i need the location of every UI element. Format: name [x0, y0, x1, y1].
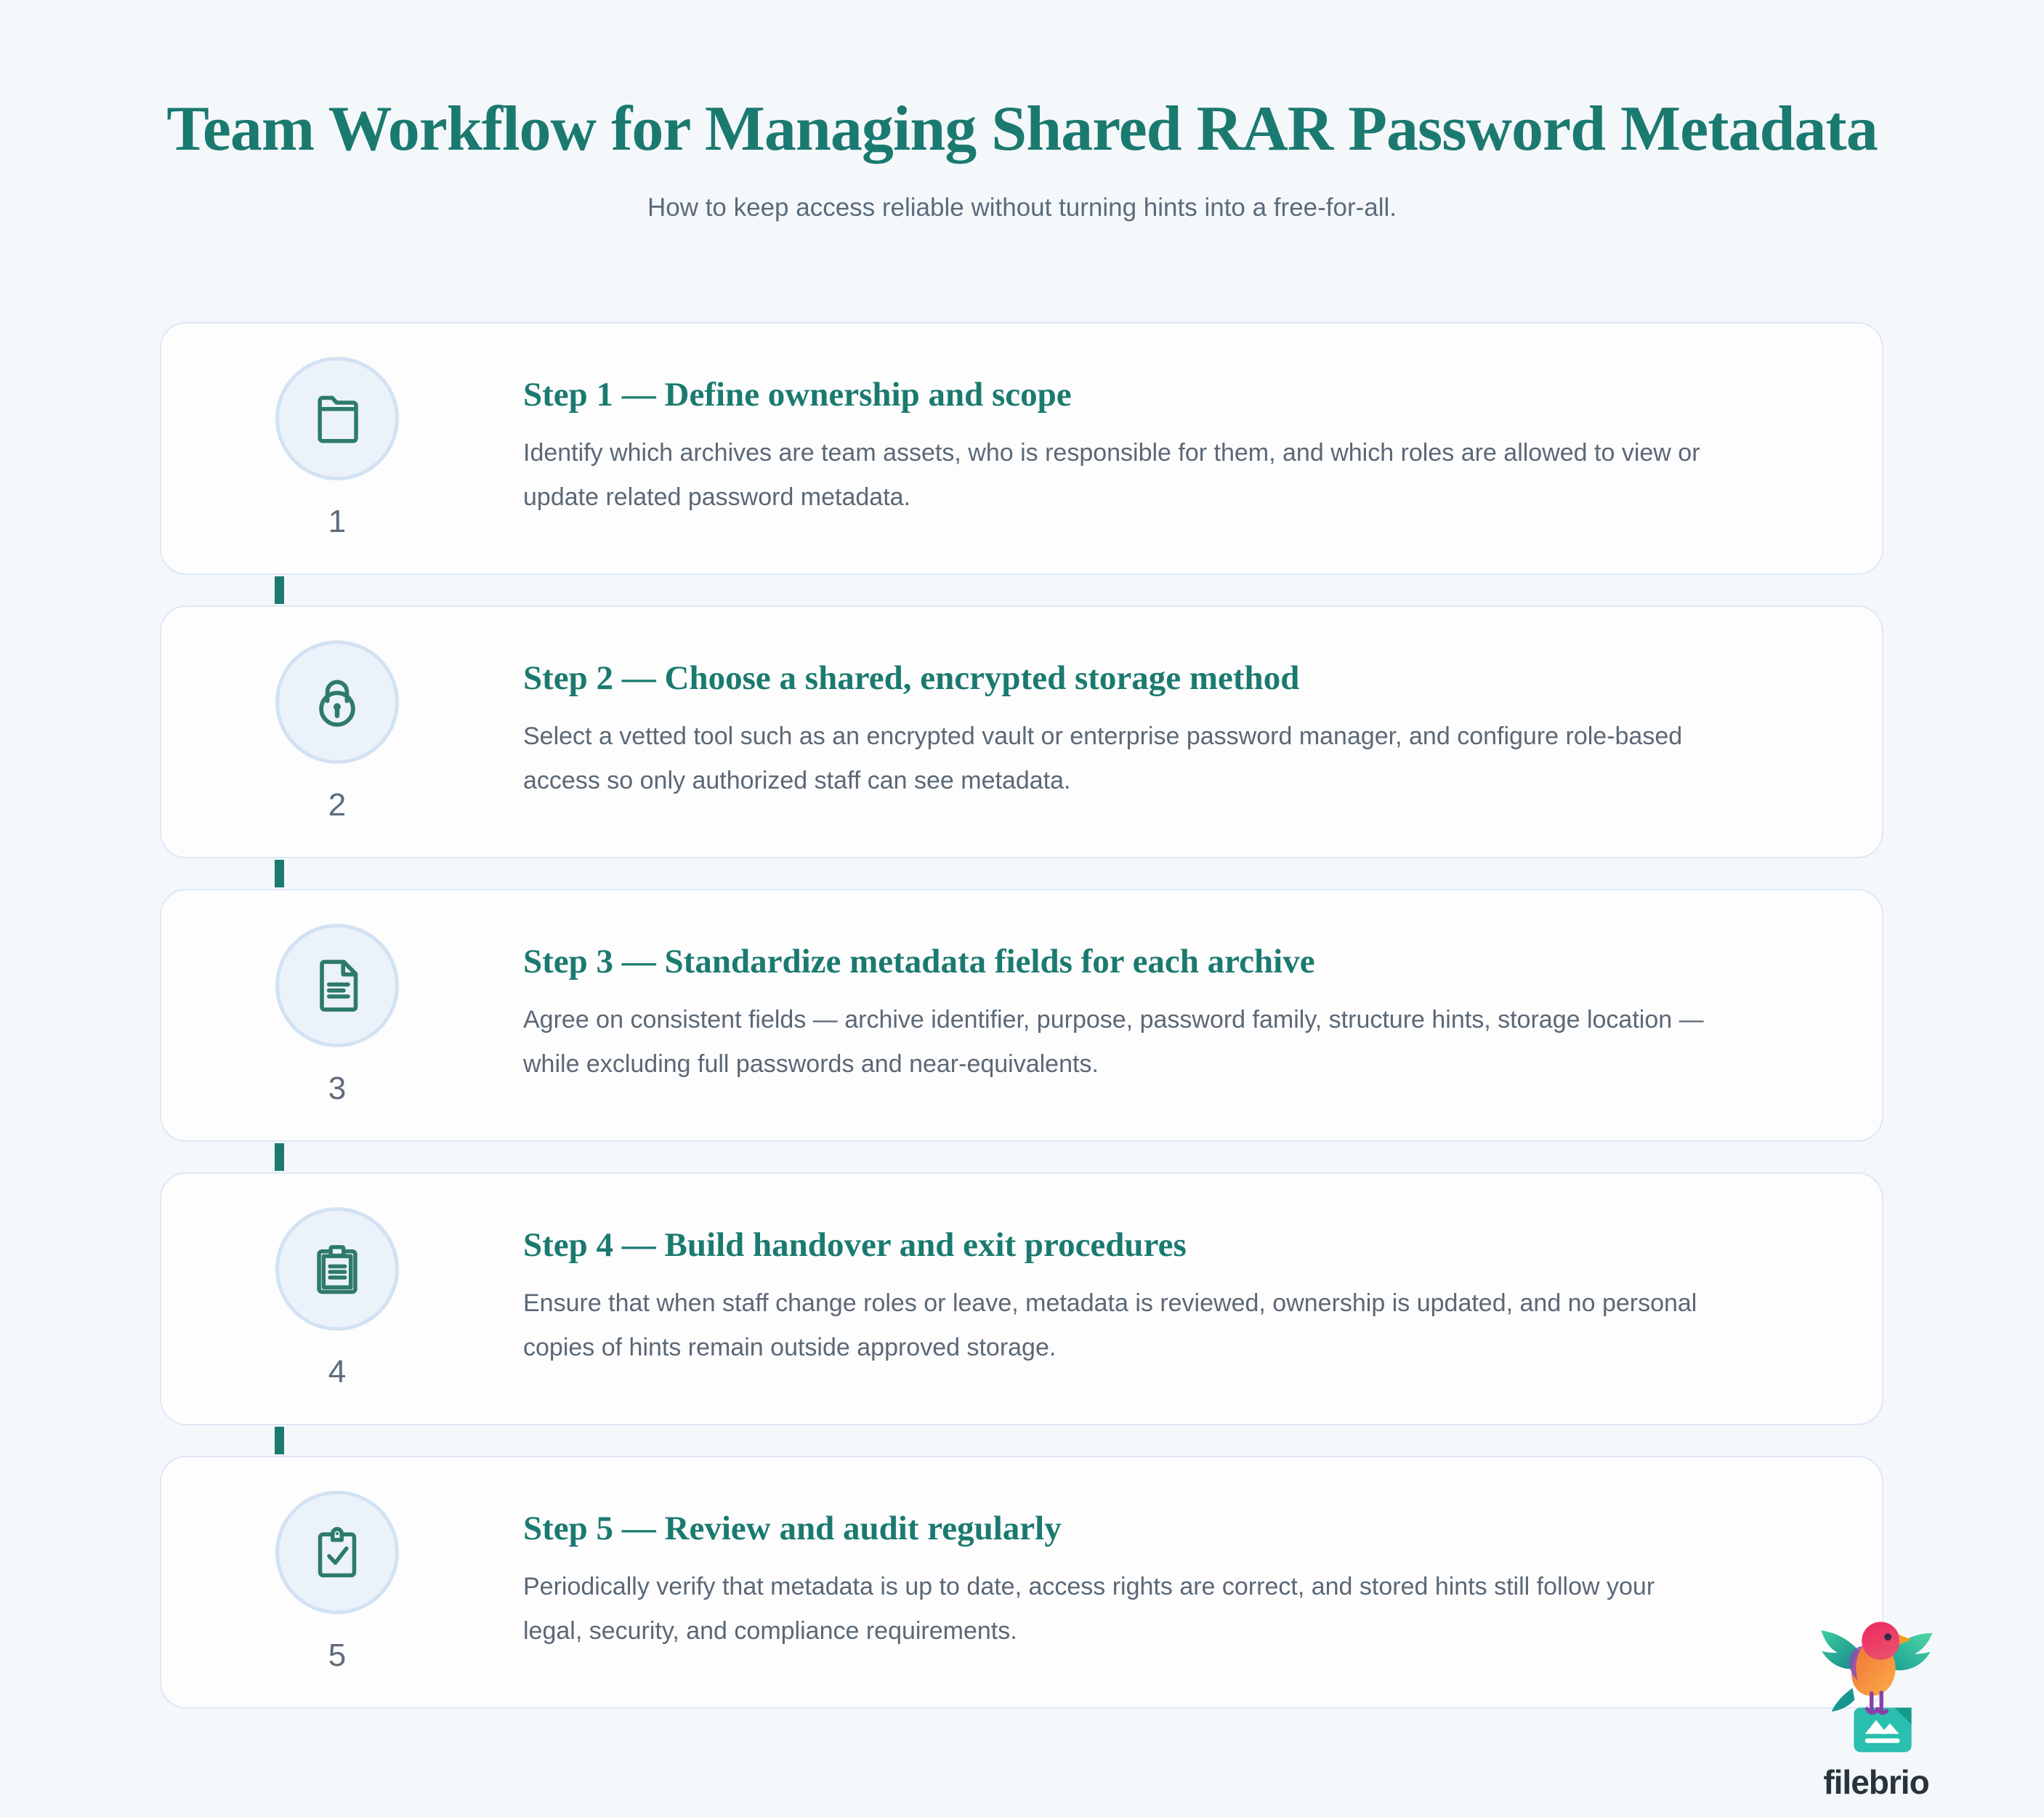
step-title: Step 2 — Choose a shared, encrypted storage method	[523, 659, 1300, 697]
page-title: Team Workflow for Managing Shared RAR Password Metadata	[166, 94, 1878, 164]
step-title: Step 3 — Standardize metadata fields for each archive	[523, 943, 1315, 980]
step-title: Step 1 — Define ownership and scope	[523, 376, 1072, 414]
clipboard-icon	[305, 1235, 369, 1303]
step-text-block	[523, 1174, 1715, 1370]
connector	[160, 575, 1883, 605]
connector	[160, 1142, 1883, 1172]
brand-name: filebrio	[1823, 1763, 1929, 1801]
step-card-2	[160, 605, 1883, 858]
step-description: Periodically verify that metadata is up to date, access rights are correct, and stored hints still follow your legal, security, and compliance requirements.	[523, 1573, 1655, 1645]
step-text-block	[523, 323, 1715, 520]
connector-bar	[275, 1427, 284, 1454]
steps-list	[160, 322, 1883, 1709]
step-number: 3	[328, 1071, 347, 1106]
step-icon-circle	[275, 1207, 399, 1331]
connector-bar	[275, 1143, 284, 1171]
file-text-line	[1865, 1739, 1900, 1743]
connector	[160, 858, 1883, 889]
clipboard-check-icon	[305, 1518, 369, 1587]
connector	[160, 1425, 1883, 1456]
step-number: 4	[328, 1354, 347, 1390]
step-card-3	[160, 889, 1883, 1142]
brand-logo	[1789, 1612, 1963, 1802]
step-title: Step 5 — Review and audit regularly	[523, 1510, 1062, 1547]
step-icon-circle	[275, 924, 399, 1047]
step-description: Identify which archives are team assets, who is responsible for them, and which roles are allowed to view or update related password metadata.	[523, 439, 1700, 512]
step-icon-circle	[275, 1491, 399, 1614]
step-icon-circle	[275, 640, 399, 764]
connector-bar	[275, 860, 284, 887]
bird-eye	[1884, 1633, 1891, 1640]
lock-icon	[304, 669, 371, 736]
step-number: 1	[328, 504, 347, 539]
bird-illustration	[1796, 1612, 1956, 1757]
step-title: Step 4 — Build handover and exit procedures	[523, 1226, 1187, 1264]
step-number: 5	[328, 1637, 347, 1673]
step-card-1	[160, 322, 1883, 575]
header	[0, 0, 2044, 222]
step-card-5	[160, 1456, 1883, 1709]
connector-bar	[275, 576, 284, 604]
step-text-block	[523, 1457, 1715, 1653]
document-icon	[304, 952, 370, 1019]
page-subtitle: How to keep access reliable without turning hints into a free-for-all.	[647, 193, 1397, 222]
step-description: Agree on consistent fields — archive identifier, purpose, password family, structure hints, storage location — while excluding full passwords and near-equivalents.	[523, 1006, 1704, 1079]
bird-head	[1862, 1622, 1899, 1660]
step-text-block	[523, 607, 1715, 803]
step-description: Select a vetted tool such as an encrypted vault or enterprise password manager, and configure role-based access so only authorized staff can see metadata.	[523, 722, 1683, 795]
step-number: 2	[328, 787, 347, 823]
step-text-block	[523, 890, 1715, 1087]
step-description: Ensure that when staff change roles or leave, metadata is reviewed, ownership is updated, and no personal copies of hints remain outside approved storage.	[523, 1289, 1697, 1362]
bird-tail	[1832, 1688, 1855, 1712]
folder-icon	[305, 387, 369, 451]
step-icon-circle	[275, 357, 399, 480]
step-card-4	[160, 1172, 1883, 1425]
